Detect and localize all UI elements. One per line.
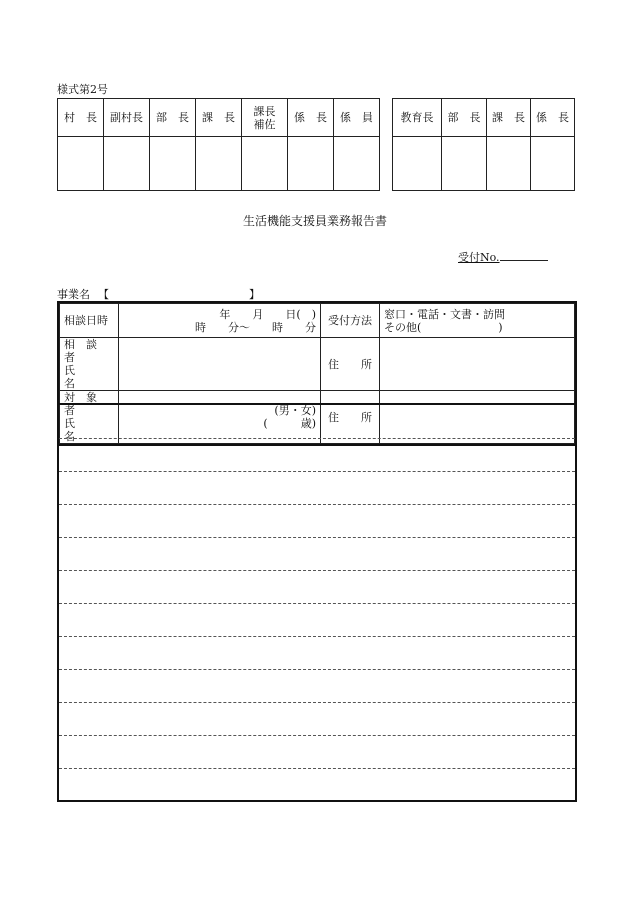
stamp-cell[interactable] [487,137,531,191]
project-label: 事業名 [57,288,90,301]
method-label: 受付方法 [321,304,380,338]
stamp-cell[interactable] [58,137,104,191]
form-number: 様式第2号 [57,83,108,96]
stamp-cell[interactable] [288,137,334,191]
approval-stamp-table-left [57,98,380,191]
date-label: 相談日時 [60,304,119,338]
ruled-line [59,768,575,769]
label-line: 対 象 者 [64,391,108,417]
approval-header: 係 長 [288,99,334,137]
document-title: 生活機能支援員業務報告書 [242,214,387,228]
receipt-number [458,249,548,265]
ruled-line [59,735,575,736]
method-other: その他( ) [384,320,503,334]
report-notes-area[interactable] [57,403,577,802]
label-line: 氏 名 [64,417,108,443]
stamp-cell[interactable] [104,137,150,191]
stamp-cell[interactable] [334,137,380,191]
address-label: 住 所 [321,338,380,391]
bracket-close: 】 [249,288,260,301]
approval-stamp-table-right [392,98,575,191]
method-field[interactable] [380,304,575,338]
stamp-cell[interactable] [150,137,196,191]
date-field[interactable] [119,304,321,338]
age-field: ( 歳) [263,417,316,430]
time-line: 時 分～ 時 分 [195,320,316,334]
ruled-line [59,669,575,670]
ruled-line [59,603,575,604]
stamp-cell[interactable] [196,137,242,191]
address-label: 住 所 [321,391,380,444]
label-line: 氏 名 [64,364,108,390]
approval-header: 副村長 [104,99,150,137]
receipt-number-field[interactable] [500,249,548,261]
approval-header: 係 員 [334,99,380,137]
approval-header: 部 長 [150,99,196,137]
method-options: 窓口・電話・文書・訪問 [384,307,505,321]
approval-header: 部 長 [442,99,487,137]
stamp-cell[interactable] [442,137,487,191]
ruled-line [59,504,575,505]
consultant-address-field[interactable] [380,338,575,391]
consultant-name-field[interactable] [119,338,321,391]
approval-header: 教育長 [393,99,442,137]
ruled-line [59,471,575,472]
stamp-cell[interactable] [242,137,288,191]
ruled-line [59,702,575,703]
ruled-line [59,636,575,637]
project-name-line [57,286,260,302]
label-line: 相 談 者 [64,338,108,364]
approval-header: 課 長 [196,99,242,137]
stamp-cell[interactable] [531,137,575,191]
approval-header: 係 長 [531,99,575,137]
ruled-line [59,537,575,538]
approval-header: 村 長 [58,99,104,137]
gender-choice: (男・女) [274,404,316,417]
bracket-open: 【 [98,288,109,301]
date-line: 年 月 日( ) [219,307,316,321]
consultant-label [60,338,119,391]
stamp-cell[interactable] [393,137,442,191]
receipt-label: 受付No. [458,251,500,264]
ruled-line [59,438,575,439]
approval-header: 課長 補佐 [242,99,288,137]
ruled-line [59,570,575,571]
approval-header: 課 長 [487,99,531,137]
